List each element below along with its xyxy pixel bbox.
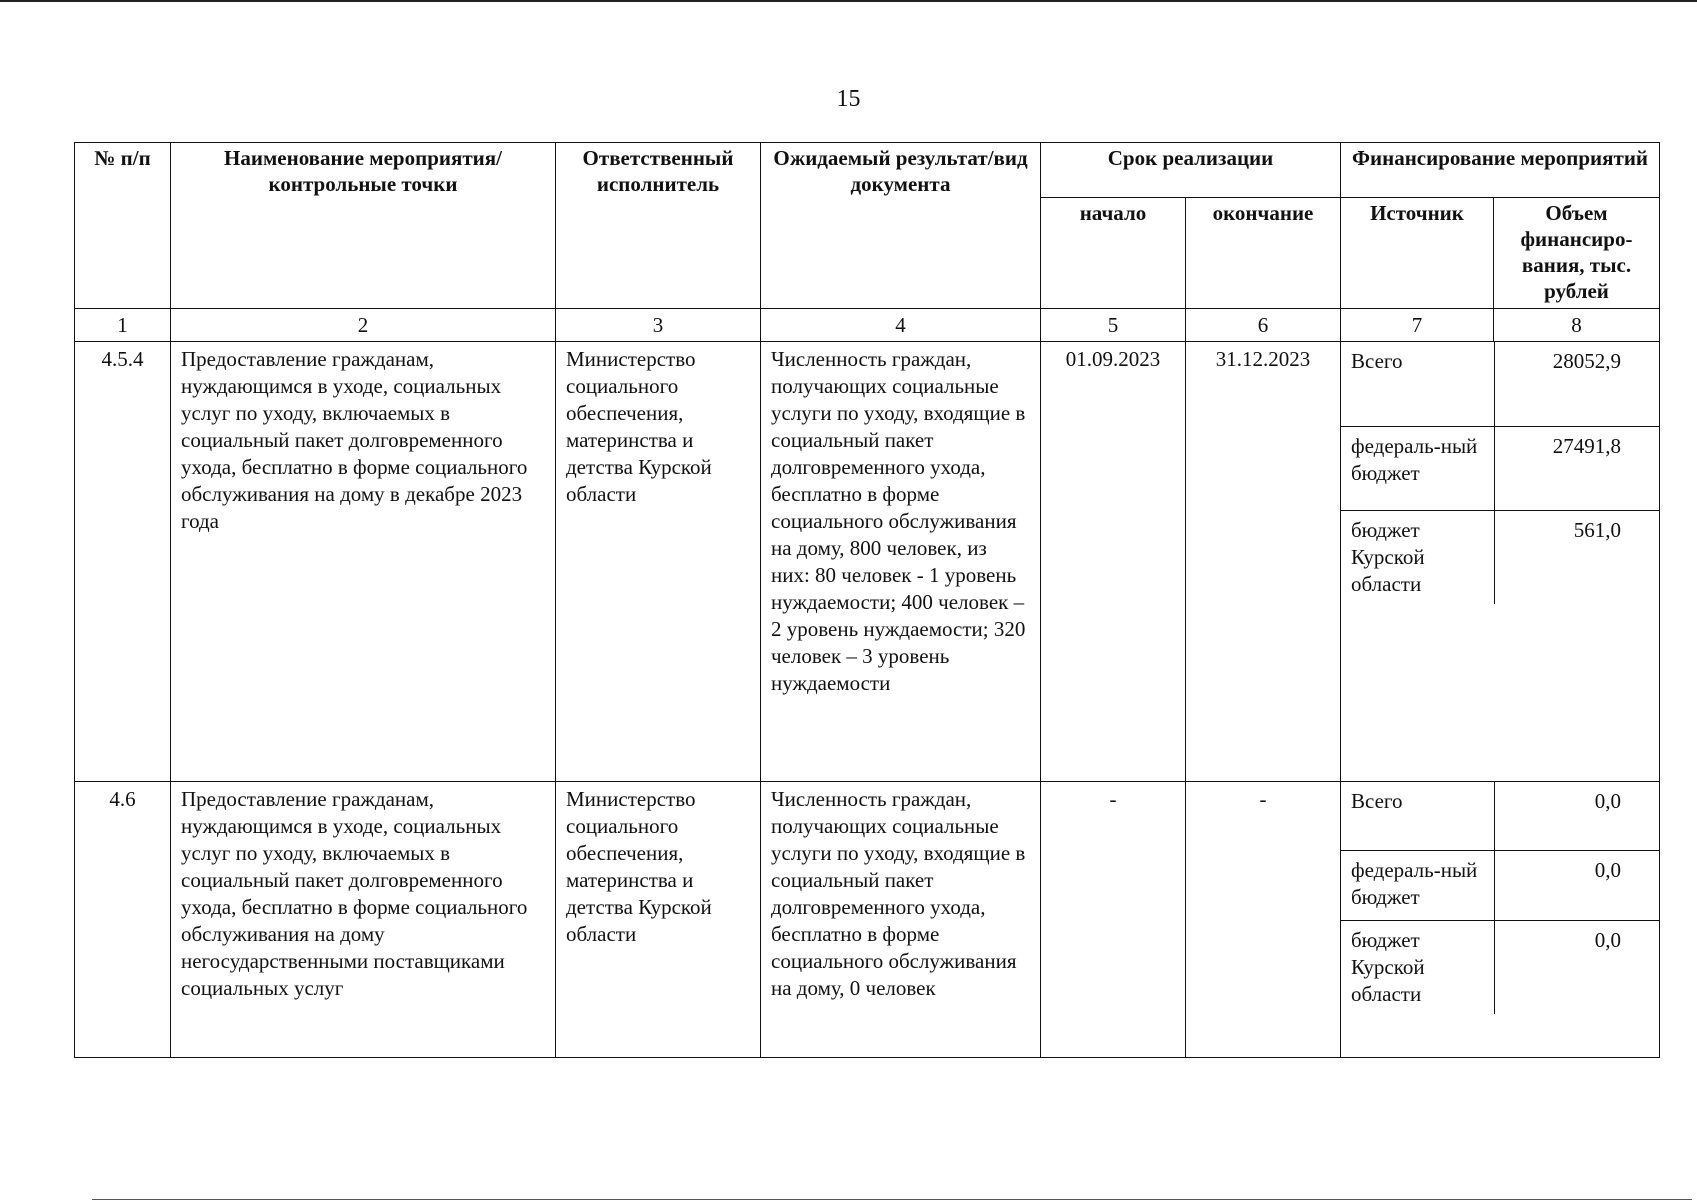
financing-volume: 0,0 — [1495, 850, 1660, 920]
index-cell: 7 — [1341, 309, 1494, 342]
header-financing: Финансирование мероприятий — [1341, 143, 1660, 198]
financing-source: Всего — [1351, 349, 1403, 373]
index-cell: 1 — [75, 309, 171, 342]
financing-subtable — [1341, 782, 1659, 1014]
financing-row — [1341, 782, 1659, 850]
financing-row — [1341, 920, 1659, 1014]
financing-row — [1341, 342, 1659, 426]
financing-block — [1341, 782, 1660, 1058]
responsible-executor: Министерство социального обеспечения, материнства и детства Курской области — [556, 782, 761, 1058]
financing-volume: 27491,8 — [1495, 426, 1660, 510]
header-start: начало — [1041, 198, 1186, 309]
financing-source: Всего — [1351, 789, 1403, 813]
end-date: - — [1186, 782, 1341, 1058]
measure-name: Предоставление гражданам, нуждающимся в уходе, социальных услуг по уходу, включаемых в социальный пакет долговременного ухода, бесплатно в форме социального обслуживания на дому негосударственными поставщиками социальных услуг — [171, 782, 556, 1058]
index-cell: 2 — [171, 309, 556, 342]
header-result: Ожидаемый результат/вид документа — [761, 143, 1041, 309]
header-name: Наименование мероприятия/ контрольные точки — [171, 143, 556, 309]
index-cell: 5 — [1041, 309, 1186, 342]
financing-volume: 0,0 — [1495, 782, 1660, 850]
financing-source: бюджет Курской области — [1341, 920, 1495, 1014]
header-end: окончание — [1186, 198, 1341, 309]
header-volume: Объем финансиро-вания, тыс. рублей — [1494, 198, 1660, 309]
financing-volume: 0,0 — [1495, 920, 1660, 1014]
financing-source: федераль-ный бюджет — [1341, 850, 1495, 920]
index-cell: 3 — [556, 309, 761, 342]
start-date: - — [1041, 782, 1186, 1058]
table-row — [75, 782, 1660, 1058]
row-number: 4.6 — [75, 782, 171, 1058]
measures-table — [74, 142, 1660, 1058]
index-cell: 6 — [1186, 309, 1341, 342]
financing-row — [1341, 510, 1659, 604]
financing-row — [1341, 426, 1659, 510]
financing-row — [1341, 850, 1659, 920]
column-index-row — [75, 309, 1660, 342]
financing-subtable — [1341, 342, 1659, 604]
financing-volume: 561,0 — [1495, 510, 1660, 604]
header-term: Срок реализации — [1041, 143, 1341, 198]
index-cell: 4 — [761, 309, 1041, 342]
measure-name: Предоставление гражданам, нуждающимся в уходе, социальных услуг по уходу, включаемых в социальный пакет долговременного ухода, бесплатно в форме социального обслуживания на дому в декабре 2023 года — [171, 342, 556, 782]
start-date: 01.09.2023 — [1041, 342, 1186, 782]
index-cell: 8 — [1494, 309, 1660, 342]
expected-result: Численность граждан, получающих социальные услуги по уходу, входящие в социальный пакет долговременного ухода, бесплатно в форме социального обслуживания на дому, 800 человек, из них: 80 человек - 1 уровень нуждаемости; 400 человек – 2 уровень нуждаемости; 320 человек – 3 уровень нуждаемости — [761, 342, 1041, 782]
header-source: Источник — [1341, 198, 1494, 309]
financing-source: федераль-ный бюджет — [1341, 426, 1495, 510]
financing-volume: 28052,9 — [1495, 342, 1660, 426]
financing-source: бюджет Курской области — [1341, 510, 1495, 604]
responsible-executor: Министерство социального обеспечения, материнства и детства Курской области — [556, 342, 761, 782]
row-number: 4.5.4 — [75, 342, 171, 782]
end-date: 31.12.2023 — [1186, 342, 1341, 782]
page-number: 15 — [836, 86, 861, 112]
financing-block — [1341, 342, 1660, 782]
header-row-1 — [75, 143, 1660, 198]
scan-top-edge — [0, 0, 1697, 2]
header-executor: Ответственный исполнитель — [556, 143, 761, 309]
header-num: № п/п — [75, 143, 171, 309]
expected-result: Численность граждан, получающих социальные услуги по уходу, входящие в социальный пакет долговременного ухода, бесплатно в форме социального обслуживания на дому, 0 человек — [761, 782, 1041, 1058]
table-row — [75, 342, 1660, 782]
